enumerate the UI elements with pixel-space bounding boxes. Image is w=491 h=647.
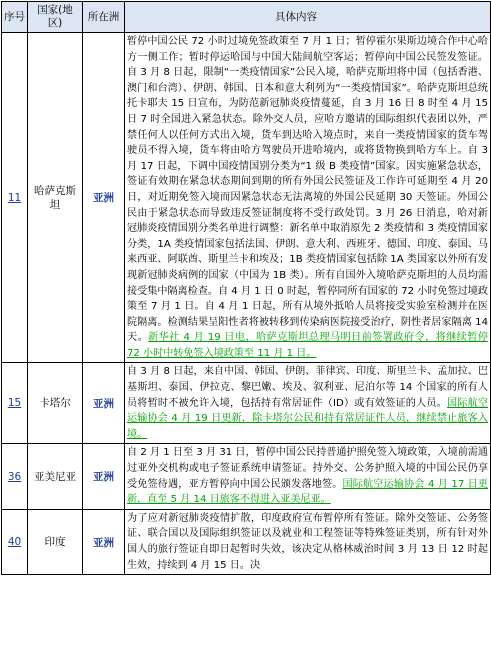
- row-update-note: 国际航空运输协会 4 月 19 日更新，除卡塔尔公民和持有常居证件人员，继续禁止旅客入境。: [127, 397, 488, 440]
- row-region-label: 亚洲: [93, 471, 114, 484]
- row-seq-link[interactable]: 11: [7, 191, 22, 204]
- entry-policy-table: [1, 1, 491, 575]
- row-content: [125, 444, 491, 509]
- row-content: [125, 33, 491, 363]
- row-seq[interactable]: [2, 33, 28, 363]
- row-content-text: 自 3 月 8 日起，来自中国、韩国、伊朗、菲律宾、印度、斯里兰卡、孟加拉、巴基斯坦、泰国、伊拉克、黎巴嫩、埃及、叙利亚、尼泊尔等 14 个国家的所有人员将暂时不被允许入境，包括持有常居证件（ID）或有效签证的人员。: [127, 366, 488, 409]
- row-region-label: 亚洲: [93, 192, 114, 205]
- header-country-label: 国家(地区): [37, 4, 73, 29]
- row-content-text: 自 2 月 1 日至 3 月 31 日，暂停中国公民持普通护照免签入境政策，入境前需通过亚外交机构或电子签证系统申请签证。持外交、公务护照入境的中国公民仍享受免签待遇，亚方暂停向中国公民颁发落地签。: [127, 447, 488, 490]
- row-seq-link[interactable]: 40: [7, 536, 22, 548]
- row-country-label: 印度: [44, 536, 66, 548]
- row-region: [83, 509, 125, 574]
- table-row-india: [2, 509, 491, 574]
- row-region: [83, 33, 125, 363]
- row-content: [125, 509, 491, 574]
- row-country: [28, 363, 83, 444]
- row-seq[interactable]: [2, 444, 28, 509]
- table-row-armenia: [2, 444, 491, 509]
- header-content-label: 具体内容: [275, 10, 317, 23]
- table-header-row: [2, 2, 491, 33]
- header-region: [83, 2, 125, 33]
- row-region-label: 亚洲: [93, 536, 114, 549]
- row-country: [28, 444, 83, 509]
- table-row-qatar: [2, 363, 491, 444]
- row-seq-link[interactable]: 15: [7, 397, 22, 410]
- row-country: [28, 33, 83, 363]
- row-seq-link[interactable]: 36: [7, 470, 22, 483]
- row-region: [83, 444, 125, 509]
- row-content-text: 为了应对新冠肺炎疫情扩散，印度政府宣布暂停所有签证。除外交签证、公务签证、联合国以及国际组织签证以及就业和工程签证等特殊签证类别，所有针对外国人的旅行签证自即日起暂时失效，该决定从格林威治时间 3 月 13 日 12 时起生效，持续到 4 月 15 日。决: [127, 512, 488, 571]
- header-seq: [2, 2, 28, 33]
- row-content: [125, 363, 491, 444]
- row-content-text: 暂停中国公民 72 小时过境免签政策至 7 月 1 日；暂停霍尔果斯边境合作中心哈方一侧工作；暂时停运哈国与中国大陆间航空客运；暂停向中国公民签发签证。自 3 月 8 日起，限制“一类疫情国家”公民入境，哈萨克斯坦将中国（包括香港、澳门和台湾）、伊朗、韩国、日本和意大利列为“一类疫情国家”。哈萨克斯坦总统托卡耶夫 15 日宣布，为防范新冠肺炎疫情蔓延，自 3 月 16 日 8 时至 4 月 15 日 7 时全国进入紧急状态。除外交人员，应哈方邀请的国际组织代表团以外，严禁任何人以任何方式出入境，货车到达哈入境点时，来自一类疫情国家的货车驾驶员不得入境，货车将由哈方驾驶员开进哈境内，或将货物换到哈方车上。自 3 月 17 日起，下调中国疫情国别分类为“1 级 B 类疫情”国家。因实施紧急状态，签证有效期在紧急状态期间到期的所有外国公民签证及工作许可延期至 4 月 20 日，对近期免签入境而因紧急状态无法离境的外国公民延期 30 天签证。外国公民由于紧急状态而导致违反签证制度将不受行政处罚。3 月 26 日消息，哈对新冠肺炎疫情国别分类名单进行调整：新名单中取消原先 2 类疫情和 3 类疫情国家分类，1A 类疫情国家包括法国、伊朗、意大利、西班牙、德国、印度、泰国、马来西亚、阿联酋、斯里兰卡和埃及；1B 类疫情国家包括除 1A 类国家以外所有发现新冠肺炎病例的国家（中国为 1B 类）。所有自国外入境哈萨克斯坦的人员均需接受集中隔离检查。自 4 月 1 日 0 时起，暂停同所有国家的 72 小时免签过境政策至 7 月 1 日。自 4 月 1 日起，所有从境外抵哈人员将接受实验室检测并在医院隔离。检测结果呈阳性者将被转移到传染病医院接受治疗，阴性者居家隔离 14 天。: [127, 36, 488, 344]
- header-content: [125, 2, 491, 33]
- row-region: [83, 363, 125, 444]
- table-row-kazakhstan: [2, 33, 491, 363]
- row-country-label: 哈萨克斯坦: [34, 184, 76, 211]
- row-region-label: 亚洲: [93, 397, 114, 410]
- row-country-label: 亚美尼亚: [34, 470, 76, 483]
- header-seq-label: 序号: [4, 10, 25, 23]
- row-seq[interactable]: [2, 363, 28, 444]
- row-update-note: 国际航空运输协会 4 月 17 日更新，直至 5 月 14 日旅客不得进入亚美尼亚。: [127, 478, 489, 506]
- row-country: [28, 509, 83, 574]
- header-region-label: 所在洲: [87, 10, 120, 23]
- row-country-label: 卡塔尔: [39, 397, 71, 410]
- row-seq[interactable]: [2, 509, 28, 574]
- row-update-note: 新华社 4 月 19 日电，哈萨克斯坦总理马明日前签署政府令，将继续暂停 72 小时中转免签入境政策至 11 月 1 日。: [127, 332, 489, 359]
- header-country: [28, 2, 83, 33]
